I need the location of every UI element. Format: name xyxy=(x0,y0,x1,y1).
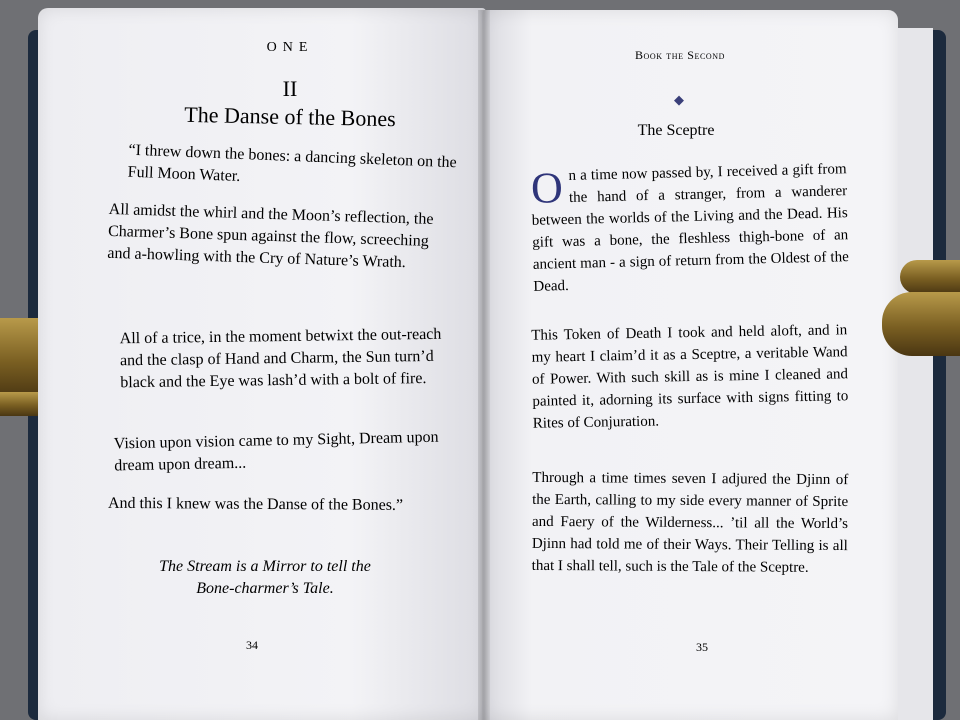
chapter-number: II xyxy=(282,76,298,101)
book-gutter xyxy=(478,10,490,720)
chapter-title: The Danse of the Bones xyxy=(184,101,396,132)
paragraph: Vision upon vision came to my Sight, Dream upon dream upon dream... xyxy=(113,428,439,475)
running-head-right: Book the Second xyxy=(634,48,726,62)
paragraph: All amidst the whirl and the Moon’s reflection, the Charmer’s Bone spun against the flow, screeching and a-howling with the Cry of Nature’s Wrath. xyxy=(107,200,434,272)
page-number-left: 34 xyxy=(246,638,258,652)
paragraph: And this I knew was the Danse of the Bones.” xyxy=(107,494,404,514)
italic-closing: The Stream is a Mirror to tell the Bone-charmer’s Tale. xyxy=(159,558,371,597)
paragraph: “I threw down the bones: a dancing skeleton on the Full Moon Water. xyxy=(127,141,458,185)
drop-cap: O xyxy=(530,163,564,213)
section-title: The Sceptre xyxy=(637,122,715,139)
diamond-ornament-icon: ◆ xyxy=(674,92,684,107)
paragraph: Through a time times seven I adjured the Djinn of the Earth, calling to my side every manner of Sprite and Faery of the Wilderness... ’til all the World’s Djinn had told me of their Ways. Their Telling is all that I shall tell, such is the Tale of the Sceptre. xyxy=(531,469,849,576)
running-head-left: ONE xyxy=(266,40,314,55)
brass-hand-right xyxy=(882,292,960,356)
page-number-right: 35 xyxy=(696,640,708,654)
brass-finger-right xyxy=(900,260,960,294)
paragraph: All of a trice, in the moment betwixt the out-reach and the clasp of Hand and Charm, the Sun turn’d black and the Eye was lash’d with a bolt of fire. xyxy=(119,325,442,392)
paragraph-text: n a time now passed by, I received a gift from the hand of a stranger, from a wanderer between the worlds of the Living and the Dead. His gift was a bone, the fleshless thigh-bone of an ancient man - a sign of return from the Oldest of the Dead. xyxy=(531,161,849,295)
paragraph xyxy=(530,158,849,298)
paragraph: This Token of Death I took and held aloft, and in my heart I claim’d it as a Sceptre, a veritable Wand of Power. With such skill as is mine I cleaned and painted it, adorning its surface with signs fitting to Rites of Conjuration. xyxy=(531,322,849,432)
